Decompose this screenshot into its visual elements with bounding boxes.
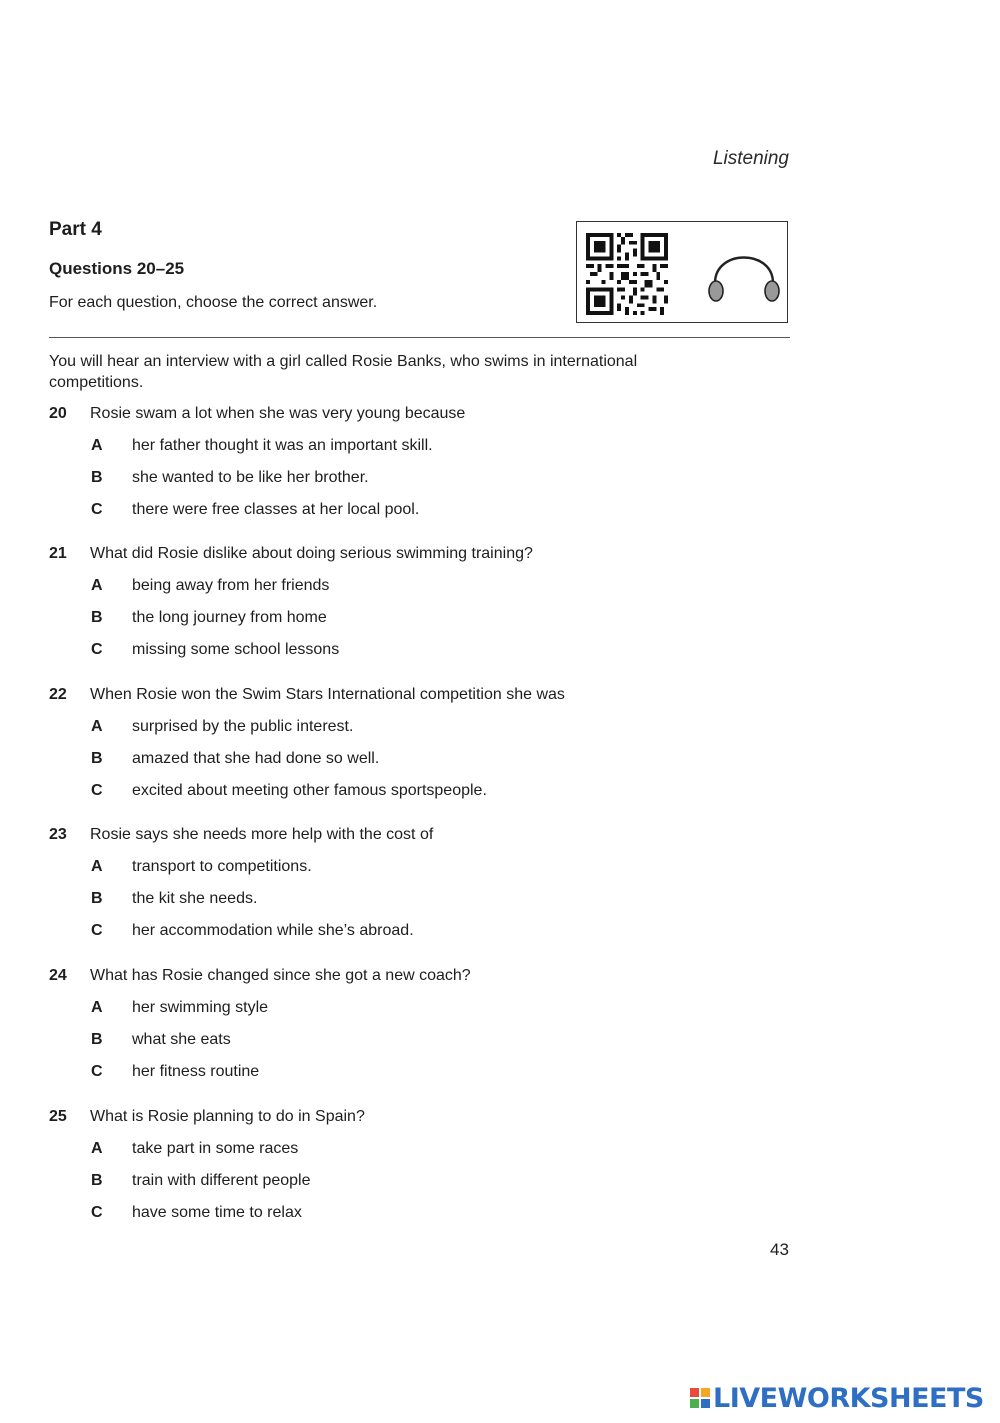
section-label: Listening bbox=[712, 148, 789, 169]
option-letter: A bbox=[91, 999, 103, 1016]
option-letter: A bbox=[91, 1140, 103, 1157]
question-text: What is Rosie planning to do in Spain? bbox=[90, 1108, 365, 1125]
brand-text: LIVEWORKSHEETS bbox=[713, 1382, 984, 1414]
question-number: 23 bbox=[49, 826, 67, 843]
option-letter: B bbox=[91, 750, 103, 767]
option-text: her accommodation while she’s abroad. bbox=[132, 922, 414, 939]
option-text: being away from her friends bbox=[132, 577, 330, 594]
brand-mark-cell bbox=[701, 1399, 710, 1408]
option-a[interactable] bbox=[49, 577, 789, 609]
option-text: the long journey from home bbox=[132, 609, 327, 626]
option-a[interactable] bbox=[49, 999, 789, 1031]
question-21 bbox=[49, 545, 789, 673]
headphones-icon bbox=[705, 239, 783, 307]
media-box bbox=[576, 221, 788, 323]
question-text: Rosie says she needs more help with the cost of bbox=[90, 826, 434, 843]
instruction-text: For each question, choose the correct answer. bbox=[49, 294, 378, 311]
question-number: 20 bbox=[49, 405, 67, 422]
option-c[interactable] bbox=[49, 922, 789, 954]
option-b[interactable] bbox=[49, 609, 789, 641]
option-c[interactable] bbox=[49, 641, 789, 673]
option-text: amazed that she had done so well. bbox=[132, 750, 380, 767]
option-text: excited about meeting other famous sportspeople. bbox=[132, 782, 487, 799]
option-letter: A bbox=[91, 858, 103, 875]
option-c[interactable] bbox=[49, 501, 789, 533]
question-text: What did Rosie dislike about doing serious swimming training? bbox=[90, 545, 533, 562]
option-letter: C bbox=[91, 1204, 103, 1221]
option-letter: B bbox=[91, 1031, 103, 1048]
option-letter: C bbox=[91, 1063, 103, 1080]
brand-mark-icon bbox=[690, 1388, 710, 1408]
question-23 bbox=[49, 826, 789, 954]
option-c[interactable] bbox=[49, 782, 789, 814]
option-text: transport to competitions. bbox=[132, 858, 312, 875]
option-c[interactable] bbox=[49, 1204, 789, 1236]
option-letter: A bbox=[91, 437, 103, 454]
option-letter: B bbox=[91, 609, 103, 626]
qr-code-icon[interactable] bbox=[586, 233, 668, 315]
option-letter: B bbox=[91, 1172, 103, 1189]
part-title: Part 4 bbox=[49, 219, 102, 240]
option-a[interactable] bbox=[49, 437, 789, 469]
question-number: 22 bbox=[49, 686, 67, 703]
option-text: her fitness routine bbox=[132, 1063, 260, 1080]
intro-text: You will hear an interview with a girl called Rosie Banks, who swims in international competitions. bbox=[49, 353, 638, 391]
question-25 bbox=[49, 1108, 789, 1236]
question-text: Rosie swam a lot when she was very young because bbox=[90, 405, 466, 422]
divider bbox=[49, 337, 790, 338]
option-a[interactable] bbox=[49, 858, 789, 890]
option-letter: C bbox=[91, 782, 103, 799]
option-text: her swimming style bbox=[132, 999, 269, 1016]
brand-mark-cell bbox=[690, 1388, 699, 1397]
brand-mark-cell bbox=[690, 1399, 699, 1408]
brand-logo[interactable] bbox=[690, 1382, 984, 1414]
option-letter: C bbox=[91, 922, 103, 939]
question-number: 24 bbox=[49, 967, 67, 984]
question-text: When Rosie won the Swim Stars International competition she was bbox=[90, 686, 565, 703]
option-b[interactable] bbox=[49, 469, 789, 501]
option-b[interactable] bbox=[49, 1031, 789, 1063]
option-letter: A bbox=[91, 718, 103, 735]
questions-title: Questions 20–25 bbox=[49, 259, 185, 278]
option-c[interactable] bbox=[49, 1063, 789, 1095]
option-text: there were free classes at her local pool. bbox=[132, 501, 420, 518]
option-text: the kit she needs. bbox=[132, 890, 258, 907]
option-letter: A bbox=[91, 577, 103, 594]
question-number: 21 bbox=[49, 545, 67, 562]
question-text: What has Rosie changed since she got a new coach? bbox=[90, 967, 471, 984]
question-20 bbox=[49, 405, 789, 533]
question-22 bbox=[49, 686, 789, 814]
option-a[interactable] bbox=[49, 718, 789, 750]
option-b[interactable] bbox=[49, 750, 789, 782]
question-24 bbox=[49, 967, 789, 1095]
option-letter: C bbox=[91, 641, 103, 658]
option-text: have some time to relax bbox=[132, 1204, 302, 1221]
option-text: what she eats bbox=[132, 1031, 231, 1048]
question-number: 25 bbox=[49, 1108, 67, 1125]
option-text: take part in some races bbox=[132, 1140, 299, 1157]
option-letter: B bbox=[91, 469, 103, 486]
option-b[interactable] bbox=[49, 890, 789, 922]
option-text: she wanted to be like her brother. bbox=[132, 469, 369, 486]
option-text: missing some school lessons bbox=[132, 641, 340, 658]
option-text: train with different people bbox=[132, 1172, 311, 1189]
option-letter: B bbox=[91, 890, 103, 907]
option-letter: C bbox=[91, 501, 103, 518]
option-b[interactable] bbox=[49, 1172, 789, 1204]
brand-mark-cell bbox=[701, 1388, 710, 1397]
option-a[interactable] bbox=[49, 1140, 789, 1172]
option-text: her father thought it was an important skill. bbox=[132, 437, 433, 454]
option-text: surprised by the public interest. bbox=[132, 718, 354, 735]
page-number: 43 bbox=[770, 1240, 789, 1259]
